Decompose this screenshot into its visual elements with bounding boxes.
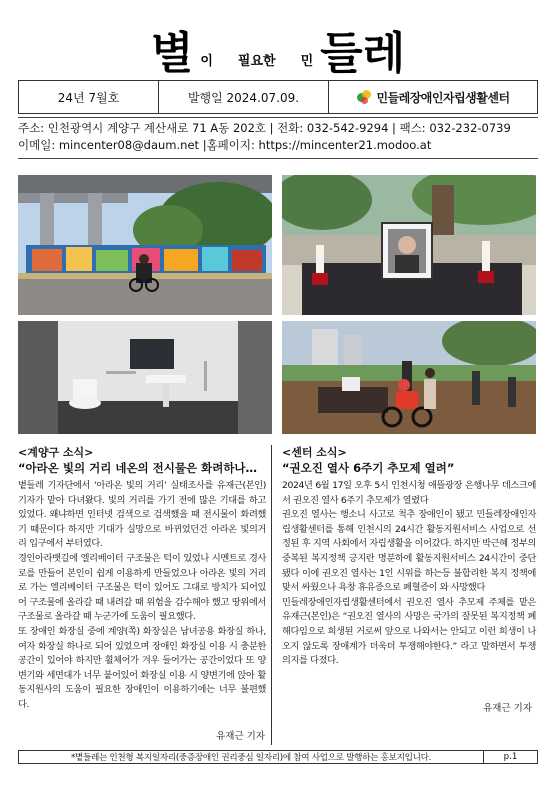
masthead-part-2: 이 [200,54,213,69]
dandelion-logo-icon [356,89,372,105]
masthead-part-5: 들레 [320,28,406,79]
organization-logo [329,81,537,113]
restroom-image [18,321,272,434]
address-line: 주소: 인천광역시 계양구 계산새로 71 A동 202호 | 전화: 032-542-9294 | 팩스: 032-232-0739 [18,121,511,135]
masthead-title [18,14,538,79]
issue-info-bar [18,80,538,114]
masthead-part-3: 필요한 [237,54,276,69]
gyeyang-news-article [18,445,272,745]
article-paragraph: 경인아라뱃길에 엘리베이터 구조물은 턱이 있었나 시멘트로 경사로를 만들어 본인이 쉽게 이용하게 만들었으나 아라온 빛의 거리로 가는 엘리베이터 구조물은 턱이 있어도 그대로 방치가 되어있어 구조물에 올라갈 때 내려갈 때 위험을 감수해야 했고 땅위에서 구조물로 올라갈 때 누군가에 도움이 필요했다. [18,552,266,623]
divider [18,158,538,159]
center-news-article [282,445,536,745]
article-body [18,479,266,713]
section-label: <계양구 소식> [18,446,94,459]
divider [18,117,538,118]
mural-photo-image [18,175,272,315]
article-byline: 유재근 기자 [483,703,532,714]
organization-name: 민들레장애인자립생활센터 [376,90,510,105]
masthead-part-1: 별 [150,28,194,79]
mural-photo [18,175,272,315]
publication-date: 발행일 2024.07.09. [159,81,329,113]
memorial-gathering-photo [282,321,536,434]
article-paragraph: 민들레장애인자립생활센터에서 권오진 열사 추모제 주체를 맡은 유재근(본인)은 “권오진 열사의 사망은 국가의 잘못된 복지정책 폐해다임으로 희생된 거로써 앞으로 나와서는 안되고 이런 희생이 나오지 않도록 장애계가 더욱더 투쟁해야한다.” 라고 말하면서 투쟁의지를 다졌다. [282,596,536,667]
article-paragraph: 또 장애인 화장실 중에 계양(쪽) 화장실은 남녀공용 화장실 하나, 여자 화장실 하나로 되어 있었으며 장애인 화장실 이용 시 충분한 공간이 있어야 하지만 휠체어가 겨우 들어가는 공간이었다 또 양변기와 세면대가 너무 붙어있어 화장실 이용 시 양변기에 앉아 활동지원사의 도움이 필요한 장애인이 이용하기에는 너무 불편했다. [18,625,266,710]
section-label: <센터 소식> [282,446,347,459]
article-paragraph: 권오진 열사는 행소니 사고로 척추 장애인이 됐고 민들레장애인자립생활센터를 통해 인천시의 24시간 활동지원서비스 사업으로 선정된 후 지역 사회에서 자립생활을 이어갔다. 하지만 박근혜 정부의 중복된 복지정책 긍지란 명분하에 활동지원서비스 24시간이 중단됐다 이에 권오진 열사는 1인 시위를 하는등 불합리한 복지 정책에 맞서 싸웠으나 욕창 휴유증으로 폐혈증이 와 사망했다 [282,509,536,594]
page-number: p.1 [483,751,537,763]
memorial-portrait-photo [282,175,536,315]
contact-info [18,120,538,154]
article-byline: 유재근 기자 [216,731,265,742]
masthead-part-4: 민 [300,54,314,69]
memorial-gathering-image [282,321,536,434]
footer-note: *볕들레는 인천형 복지일자리(중증장애인 권리중심 일자리)에 참여 사업으로 발행하는 홍보지입니다. [70,753,432,763]
memorial-portrait-image [282,175,536,315]
issue-number: 24년 7월호 [19,81,159,113]
email-homepage-line: 이메일: mincenter08@daum.net |홈페이지: https://mincenter21.modoo.at [18,138,432,152]
article-body [282,479,536,669]
article-headline: “권오진 열사 6주기 추모제 열려” [282,461,455,475]
footer-bar [18,750,538,764]
article-paragraph: 2024년 6월 17일 오후 5시 인천시청 애뜰광장 은행나무 데스크에서 권오진 열사 6주기 추모제가 열렸다 [282,480,536,506]
restroom-photo [18,321,272,434]
article-headline: “아라온 빛의 거리 네온의 전시물은 화려하나… [18,461,258,475]
article-paragraph: 볕들레 기자단에서 ‘아라온 빛의 거리’ 실태조사를 유재근(본인) 기자가 맡아 다녀왔다. 빛의 거리를 가기 전에 많은 기대를 하고 있었다. 왜냐하면 인터넷 검색으로 검색했을 때 전시물이 화려했기 때문이다 하지만 기대가 실망으로 바뀌었던건 아라온 빛의거리 입구에서 부터였다. [18,480,266,550]
